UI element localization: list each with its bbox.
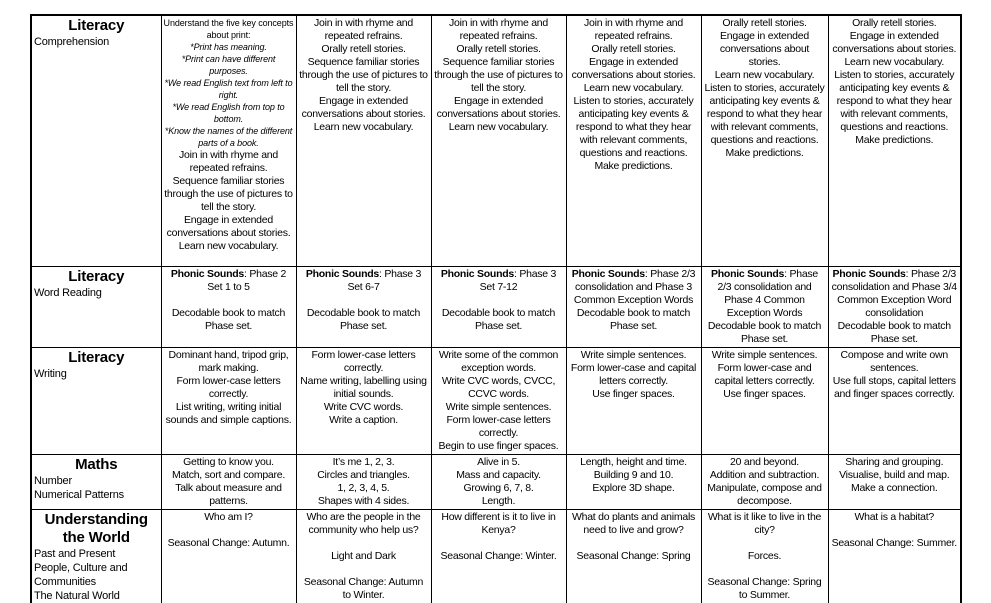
table-row-literacy-writing — [31, 347, 961, 454]
cell-literacy-comprehension-term-4 — [566, 15, 701, 266]
cell-line — [434, 294, 564, 307]
cell-literacy-comprehension-term-1 — [161, 15, 296, 266]
cell-literacy-writing-term-5 — [701, 347, 828, 454]
cell-line: Alive in 5. — [477, 455, 520, 468]
cell-line: Form lower-case letters correctly. — [311, 348, 416, 374]
cell-understanding-the-world-term-5 — [701, 509, 828, 603]
cell-line: Growing 6, 7, 8. — [463, 481, 534, 494]
cell-line — [831, 524, 959, 537]
cell-line: Seasonal Change: Spring to Summer. — [707, 575, 822, 601]
cell-line: Decodable book to match Phase set. — [171, 306, 286, 332]
cell-line: Sequence familiar stories through the use of pictures to tell the story. — [299, 56, 428, 94]
cell-line: Write a caption. — [329, 413, 398, 426]
cell-literacy-word-reading-term-5 — [701, 266, 828, 347]
row-title: Literacy — [68, 17, 125, 34]
cell-line — [434, 537, 564, 550]
cell-understanding-the-world-term-4 — [566, 509, 701, 603]
cell-line: Write simple sentences. — [580, 348, 687, 361]
cell-line: Name writing, labelling using initial sounds. — [300, 374, 427, 400]
cell-line: Learn new vocabulary. — [448, 121, 549, 133]
cell-line: Listen to stories, accurately anticipating key events & respond to what they hear with relevant comments, questions and reactions. — [573, 95, 694, 159]
cell-line: *We read English text from left to right. — [164, 78, 293, 100]
row-subtitle: Past and Present — [34, 547, 116, 560]
cell-line: *Print has meaning. — [190, 42, 267, 52]
cell-literacy-comprehension-term-3 — [431, 15, 566, 266]
cell-line: Form lower-case and capital letters correctly. — [570, 361, 697, 387]
cell-line: Compose and write own sentences. — [840, 348, 948, 374]
cell-line: Use finger spaces. — [592, 387, 675, 400]
cell-line: Join in with rhyme and repeated refrains. — [584, 17, 683, 42]
cell-line: Decodable book to match Phase set. — [707, 319, 822, 345]
cell-line: Engage in extended conversations about stories. — [832, 30, 957, 55]
cell-line: Seasonal Change: Autumn. — [167, 536, 290, 549]
row-title: Literacy — [68, 348, 125, 366]
cell-line — [299, 563, 429, 576]
row-subtitle: People, Culture and Communities — [34, 561, 128, 588]
cell-line: List writing, writing initial sounds and simple captions. — [165, 400, 292, 426]
cell-line: Learn new vocabulary. — [844, 56, 945, 68]
row-subtitle: Writing — [34, 367, 67, 380]
row-header-literacy-writing — [31, 347, 161, 454]
cell-line — [704, 537, 826, 550]
cell-line: Understand the five key concepts about print: — [163, 18, 294, 40]
cell-line: Mass and capacity. — [456, 468, 541, 481]
cell-line: How different is it to live in Kenya? — [441, 510, 556, 536]
cell-literacy-writing-term-4 — [566, 347, 701, 454]
cell-line: What do plants and animals need to live and grow? — [571, 510, 696, 536]
cell-literacy-writing-term-6 — [828, 347, 961, 454]
cell-line: Engage in extended conversations about stories. — [301, 95, 426, 120]
cell-line: Make predictions. — [855, 134, 934, 146]
cell-line: What is a habitat? — [854, 510, 935, 523]
cell-line: Length, height and time. — [580, 455, 687, 468]
cell-line: Listen to stories, accurately anticipating key events & respond to what they hear with relevant comments, questions and reactions. — [704, 82, 825, 146]
row-subtitle: Number — [34, 474, 72, 487]
cell-line: Phonic Sounds: Phase 2/3 consolidation and Phase 4 Common Exception Words — [710, 267, 819, 319]
table-row-understanding-the-world — [31, 509, 961, 603]
row-subtitle: Comprehension — [34, 36, 110, 48]
cell-line: Who am I? — [204, 510, 253, 523]
cell-line: Orally retell stories. — [591, 43, 676, 55]
cell-literacy-word-reading-term-2 — [296, 266, 431, 347]
cell-maths-term-5 — [701, 454, 828, 509]
row-header-understanding-the-world — [31, 509, 161, 603]
cell-literacy-writing-term-3 — [431, 347, 566, 454]
cell-line: 20 and beyond. — [730, 455, 799, 468]
cell-line: *Print can have different purposes. — [181, 54, 276, 76]
cell-literacy-word-reading-term-1 — [161, 266, 296, 347]
cell-understanding-the-world-term-6 — [828, 509, 961, 603]
cell-line: Make predictions. — [594, 160, 673, 172]
cell-line — [164, 524, 294, 537]
cell-understanding-the-world-term-1 — [161, 509, 296, 603]
cell-line: Decodable book to match Phase set. — [576, 306, 691, 332]
cell-line: Use full stops, capital letters and finger spaces correctly. — [832, 374, 956, 400]
row-title: Maths — [75, 455, 118, 473]
cell-line — [704, 563, 826, 576]
cell-maths-term-2 — [296, 454, 431, 509]
cell-understanding-the-world-term-2 — [296, 509, 431, 603]
cell-line: Seasonal Change: Summer. — [831, 536, 957, 549]
cell-maths-term-4 — [566, 454, 701, 509]
cell-line: Write CVC words. — [323, 400, 404, 413]
cell-line: Make a connection. — [850, 481, 938, 494]
cell-line: Length. — [481, 494, 516, 507]
cell-line: It’s me 1, 2, 3. — [332, 455, 395, 468]
cell-line: Orally retell stories. — [722, 17, 807, 29]
row-title: Literacy — [68, 267, 125, 285]
cell-line — [299, 537, 429, 550]
cell-maths-term-6 — [828, 454, 961, 509]
cell-line: Seasonal Change: Spring — [576, 549, 691, 562]
cell-line: Join in with rhyme and repeated refrains. — [179, 149, 278, 174]
cell-line: Decodable book to match Phase set. — [837, 319, 951, 345]
cell-line: Seasonal Change: Winter. — [440, 549, 557, 562]
cell-maths-term-1 — [161, 454, 296, 509]
cell-line: What is it like to live in the city? — [707, 510, 822, 536]
cell-line: Write CVC words, CVCC, CCVC words. — [441, 374, 556, 400]
row-header-maths — [31, 454, 161, 509]
cell-line: Use finger spaces. — [723, 387, 806, 400]
cell-line: Sharing and grouping. — [845, 455, 944, 468]
cell-line: Getting to know you. — [183, 455, 274, 468]
cell-line: Join in with rhyme and repeated refrains. — [449, 17, 548, 42]
cell-line: Write simple sentences. — [445, 400, 552, 413]
row-header-literacy-comprehension — [31, 15, 161, 266]
cell-literacy-comprehension-term-2 — [296, 15, 431, 266]
cell-line: Engage in extended conversations about stories. — [166, 214, 291, 239]
cell-line: Seasonal Change: Autumn to Winter. — [303, 575, 424, 601]
cell-line: Write simple sentences. — [711, 348, 818, 361]
cell-line: Circles and triangles. — [317, 468, 410, 481]
cell-line: Phonic Sounds: Phase 3 Set 7-12 — [440, 267, 557, 293]
table-row-literacy-word-reading — [31, 266, 961, 347]
cell-line: Learn new vocabulary. — [313, 121, 414, 133]
cell-line: Form lower-case and capital letters correctly. — [714, 361, 815, 387]
row-subtitle: Word Reading — [34, 286, 102, 299]
cell-line: *We read English from top to bottom. — [172, 102, 285, 124]
cell-line: Decodable book to match Phase set. — [306, 306, 421, 332]
curriculum-table-body — [31, 15, 961, 603]
curriculum-table — [30, 14, 962, 603]
cell-line: Building 9 and 10. — [593, 468, 674, 481]
cell-line: Talk about measure and patterns. — [175, 481, 282, 507]
row-header-literacy-word-reading — [31, 266, 161, 347]
cell-line: Dominant hand, tripod grip, mark making. — [168, 348, 289, 374]
cell-line: Form lower-case letters correctly. — [446, 413, 551, 439]
cell-line: Engage in extended conversations about stories. — [571, 56, 696, 81]
cell-line: *Know the names of the different parts of a book. — [164, 126, 293, 148]
cell-line: Make predictions. — [725, 147, 804, 159]
cell-literacy-word-reading-term-4 — [566, 266, 701, 347]
cell-line: Match, sort and compare. — [171, 468, 286, 481]
cell-line: Listen to stories, accurately anticipating key events & respond to what they hear with relevant comments, questions and reactions. — [834, 69, 955, 133]
cell-line — [299, 294, 429, 307]
cell-line: Sequence familiar stories through the use of pictures to tell the story. — [164, 175, 293, 213]
cell-literacy-comprehension-term-6 — [828, 15, 961, 266]
cell-literacy-word-reading-term-3 — [431, 266, 566, 347]
row-subtitle: Numerical Patterns — [34, 488, 124, 501]
cell-line: Visualise, build and map. — [839, 468, 950, 481]
cell-line — [569, 537, 699, 550]
cell-line: Join in with rhyme and repeated refrains. — [314, 17, 413, 42]
cell-line: Forces. — [747, 549, 782, 562]
cell-line: Decodable book to match Phase set. — [441, 306, 556, 332]
cell-line: Phonic Sounds: Phase 2 Set 1 to 5 — [170, 267, 287, 293]
cell-line: Phonic Sounds: Phase 3 Set 6-7 — [305, 267, 422, 293]
cell-line: Light and Dark — [331, 549, 396, 562]
cell-line: Learn new vocabulary. — [714, 69, 815, 81]
table-row-maths — [31, 454, 961, 509]
cell-line: Addition and subtraction. — [709, 468, 820, 481]
table-row-literacy-comprehension — [31, 15, 961, 266]
cell-line: Learn new vocabulary. — [583, 82, 684, 94]
cell-line: Manipulate, compose and decompose. — [707, 481, 822, 507]
row-title: Understanding the World — [44, 510, 148, 546]
cell-line: Begin to use finger spaces. — [438, 439, 559, 452]
cell-literacy-word-reading-term-6 — [828, 266, 961, 347]
cell-line: 1, 2, 3, 4, 5. — [337, 481, 390, 494]
cell-line: Orally retell stories. — [456, 43, 541, 55]
cell-line — [164, 294, 294, 307]
cell-line: Engage in extended conversations about stories. — [436, 95, 561, 120]
cell-line: Form lower-case letters correctly. — [176, 374, 281, 400]
cell-literacy-writing-term-1 — [161, 347, 296, 454]
cell-literacy-comprehension-term-5 — [701, 15, 828, 266]
cell-line: Engage in extended conversations about stories. — [719, 30, 810, 68]
cell-line: Orally retell stories. — [321, 43, 406, 55]
cell-line: Write some of the common exception words. — [438, 348, 559, 374]
cell-line: Phonic Sounds: Phase 2/3 consolidation and Phase 3 Common Exception Words — [571, 267, 696, 306]
cell-line: Shapes with 4 sides. — [317, 494, 410, 507]
cell-line: Explore 3D shape. — [592, 481, 675, 494]
cell-understanding-the-world-term-3 — [431, 509, 566, 603]
cell-line: Orally retell stories. — [852, 17, 937, 29]
cell-line: Phonic Sounds: Phase 2/3 consolidation and Phase 3/4 Common Exception Word consolidation — [831, 267, 957, 319]
cell-line: Learn new vocabulary. — [178, 240, 279, 252]
cell-line: Sequence familiar stories through the use of pictures to tell the story. — [434, 56, 563, 94]
cell-maths-term-3 — [431, 454, 566, 509]
row-subtitle: The Natural World — [34, 589, 120, 602]
cell-line: Who are the people in the community who help us? — [306, 510, 421, 536]
cell-literacy-writing-term-2 — [296, 347, 431, 454]
